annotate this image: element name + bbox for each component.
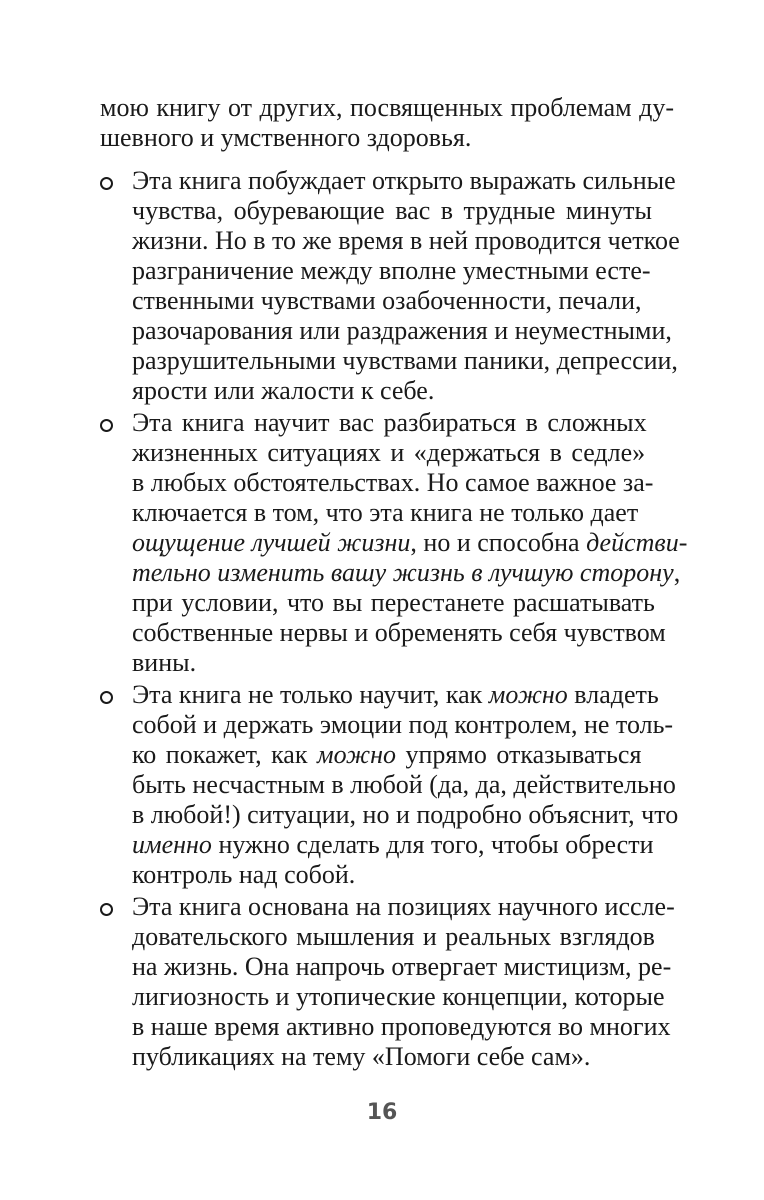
bullet-3-line: собой и держать эмоции под контролем, не толь- (132, 710, 674, 739)
bullet-3-line: в любой!) ситуации, но и подробно объяснит, что (132, 800, 679, 829)
bullet-icon (100, 691, 113, 704)
bullet-4-line: публикациях на тему «Помоги себе сам». (132, 1042, 591, 1071)
bullet-1-line: разочарования или раздражения и неуместными, (132, 316, 672, 345)
bullet-icon (100, 419, 113, 432)
bullet-2-line: вины. (132, 648, 197, 677)
bullet-2-line: в любых обстоятельствах. Но самое важное за- (132, 468, 654, 497)
bullet-2-line: Эта книга научит вас разбираться в сложных (132, 408, 647, 437)
bullet-3-line: ко покажет, как можно упрямо отказываться (132, 740, 642, 769)
page-number: 16 (366, 1100, 398, 1125)
bullet-4-line: на жизнь. Она напрочь отвергает мистицизм, ре- (132, 952, 672, 981)
intro-line: мою книгу от других, посвященных проблемам ду- (100, 93, 675, 122)
bullet-4-line: Эта книга основана на позициях научного иссле- (132, 892, 675, 921)
bullet-2-line: ощущение лучшей жизни, но и способна действи- (132, 528, 688, 557)
bullet-icon (100, 177, 113, 190)
bullet-1-line: ственными чувствами озабоченности, печали, (132, 286, 642, 315)
bullet-1-line: чувства, обуревающие вас в трудные минуты (132, 196, 652, 225)
bullet-4-line: в наше время активно проповедуются во многих (132, 1012, 671, 1041)
bullet-3-line: Эта книга не только научит, как можно владеть (132, 680, 659, 709)
bullet-2-line: ключается в том, что эта книга не только дает (132, 498, 639, 527)
bullet-4-line: лигиозность и утопические концепции, которые (132, 982, 665, 1011)
bullet-1-line: Эта книга побуждает открыто выражать сильные (132, 166, 676, 195)
bullet-3-line: именно нужно сделать для того, чтобы обрести (132, 830, 654, 859)
bullet-3-line: быть несчастным в любой (да, да, действительно (132, 770, 676, 799)
bullet-2-line: при условии, что вы перестанете расшатывать (132, 588, 655, 617)
intro-line: шевного и умственного здоровья. (100, 123, 472, 152)
bullet-1-line: жизни. Но в то же время в ней проводится четкое (132, 226, 680, 255)
bullet-1-line: разрушительными чувствами паники, депрессии, (132, 346, 678, 375)
bullet-2-line: тельно изменить вашу жизнь в лучшую сторону, (132, 558, 681, 587)
bullet-3-line: контроль над собой. (132, 860, 356, 889)
bullet-2-line: собственные нервы и обременять себя чувством (132, 618, 666, 647)
bullet-1-line: ярости или жалости к себе. (132, 376, 435, 405)
bullet-4-line: довательского мышления и реальных взглядов (132, 922, 655, 951)
bullet-1-line: разграничение между вполне уместными есте- (132, 256, 651, 285)
bullet-icon (100, 903, 113, 916)
bullet-2-line: жизненных ситуациях и «держаться в седле» (132, 438, 646, 467)
